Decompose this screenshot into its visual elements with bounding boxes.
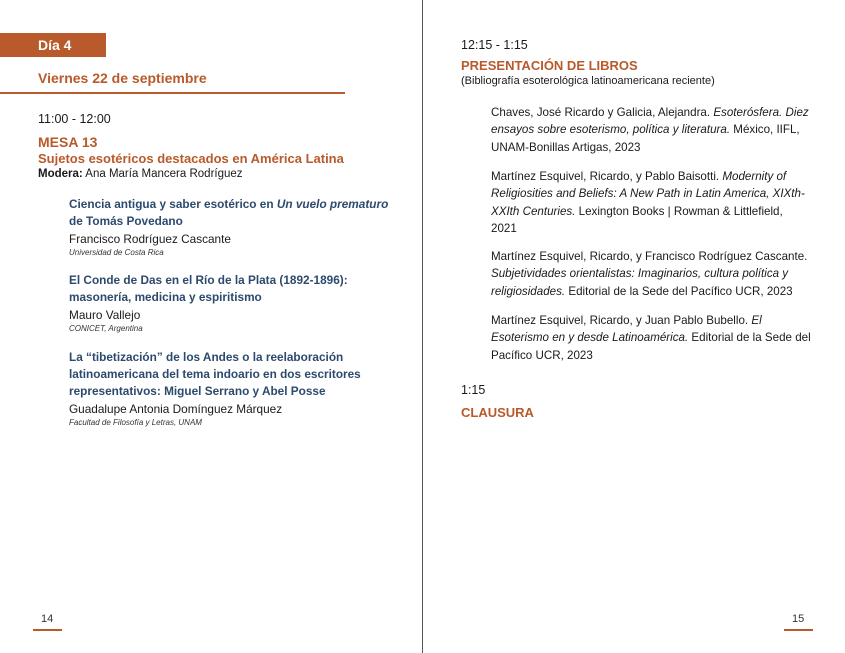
books-heading: PRESENTACIÓN DE LIBROS xyxy=(461,58,638,73)
talk-2 xyxy=(69,272,389,334)
page-divider xyxy=(422,0,423,653)
session-time: 11:00 - 12:00 xyxy=(38,112,111,126)
page-number-rule xyxy=(784,629,813,631)
book-reference-2: Martínez Esquivel, Ricardo, y Pablo Baisotti. Modernity of Religiosities and Beliefs: A New Path in Latin America, XIXth-XXIth Centuries. Lexington Books | Rowman & Littlefield, 2021 xyxy=(491,170,805,236)
day-tab: Día 4 xyxy=(0,33,106,57)
book-reference-3: Martínez Esquivel, Ricardo, y Francisco Rodríguez Cascante. Subjetividades orientalistas: Imaginarios, cultura política y religiosidades. Editorial de la Sede del Pacífico UCR, 2023 xyxy=(491,250,808,298)
date-rule xyxy=(0,92,345,94)
page-number-rule xyxy=(33,629,62,631)
closing-time: 1:15 xyxy=(461,383,486,397)
page-number-left: 14 xyxy=(41,613,54,625)
talk-affiliation: Facultad de Filosofía y Letras, UNAM xyxy=(69,418,202,427)
books-subheading: (Bibliografía esoterológica latinoamericana reciente) xyxy=(461,75,715,87)
book-reference-1: Chaves, José Ricardo y Galicia, Alejandra. Esoterósfera. Diez ensayos sobre esoterismo, política y literatura. México, IIFL, UNAM-Bonillas Artigas, 2023 xyxy=(491,106,809,154)
closing-heading: CLAUSURA xyxy=(461,405,534,420)
talk-affiliation: Universidad de Costa Rica xyxy=(69,248,164,257)
book-reference-4: Martínez Esquivel, Ricardo, y Juan Pablo Bubello. El Esoterismo en y desde Latinoamérica. Editorial de la Sede del Pacífico UCR, 2023 xyxy=(491,314,811,362)
talk-speaker: Guadalupe Antonia Domínguez Márquez xyxy=(69,402,283,416)
talk-title: El Conde de Das en el Río de la Plata (1892-1896): masonería, medicina y espiritismo xyxy=(69,273,348,304)
talk-affiliation: CONICET, Argentina xyxy=(69,324,143,333)
date-heading: Viernes 22 de septiembre xyxy=(38,70,207,86)
moderator-name: Ana María Mancera Rodríguez xyxy=(85,168,243,180)
moderator-label: Modera: xyxy=(38,168,83,180)
mesa-subtitle: Sujetos esotéricos destacados en América Latina xyxy=(38,151,344,166)
left-page xyxy=(0,0,422,653)
talk-speaker: Mauro Vallejo xyxy=(69,308,141,322)
page-number-right: 15 xyxy=(792,613,805,625)
mesa-title: MESA 13 xyxy=(38,134,98,150)
talk-title: La “tibetización” de los Andes o la reelaboración latinoamericana del tema indoario en dos escritores representativos: Miguel Serrano y Abel Posse xyxy=(69,350,361,398)
talk-title: Ciencia antigua y saber esotérico en Un vuelo prematuro de Tomás Povedano xyxy=(69,197,389,228)
right-page xyxy=(424,0,845,653)
moderator xyxy=(38,168,243,180)
talk-1 xyxy=(69,196,389,258)
books-time: 12:15 - 1:15 xyxy=(461,38,528,52)
talk-3 xyxy=(69,349,379,428)
talk-speaker: Francisco Rodríguez Cascante xyxy=(69,232,231,246)
